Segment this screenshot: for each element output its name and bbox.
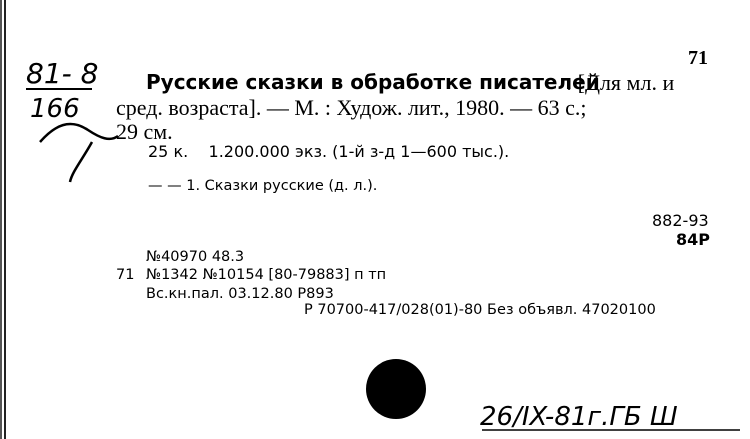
title-continuation: : [Для мл. и <box>566 70 675 95</box>
classification-code: 882-93 <box>652 211 709 230</box>
price-edition-line: 25 к. 1.200.000 экз. (1-й з-д 1—600 тыс.). <box>148 142 510 161</box>
call-number-bottom: 166 <box>30 94 80 124</box>
size-line: 29 см. <box>116 119 173 144</box>
registration-line-1: №40970 48.3 <box>146 249 245 265</box>
card-number: 71 <box>688 47 708 69</box>
handwritten-note: 26/IX-81г.ГБ Ш <box>480 402 678 432</box>
book-title: Русские сказки в обработке писателей <box>146 70 600 94</box>
author-mark: 84Р <box>676 230 710 249</box>
publication-line: сред. возраста]. — М. : Худож. лит., 1980. — 63 с.; <box>116 95 587 120</box>
handwritten-scrawl <box>40 124 118 182</box>
registration-line-4: Р 70700-417/028(01)-80 Без объявл. 47020100 <box>304 302 656 318</box>
call-number-top: 81- 8 <box>26 57 99 90</box>
registration-prefix: 71 <box>116 267 135 283</box>
registration-line-3: Вс.кн.пал. 03.12.80 Р893 <box>146 286 334 302</box>
subject-heading: — — 1. Сказки русские (д. л.). <box>148 178 378 194</box>
registration-line-2: №1342 №10154 [80-79883] п тп <box>146 267 387 283</box>
